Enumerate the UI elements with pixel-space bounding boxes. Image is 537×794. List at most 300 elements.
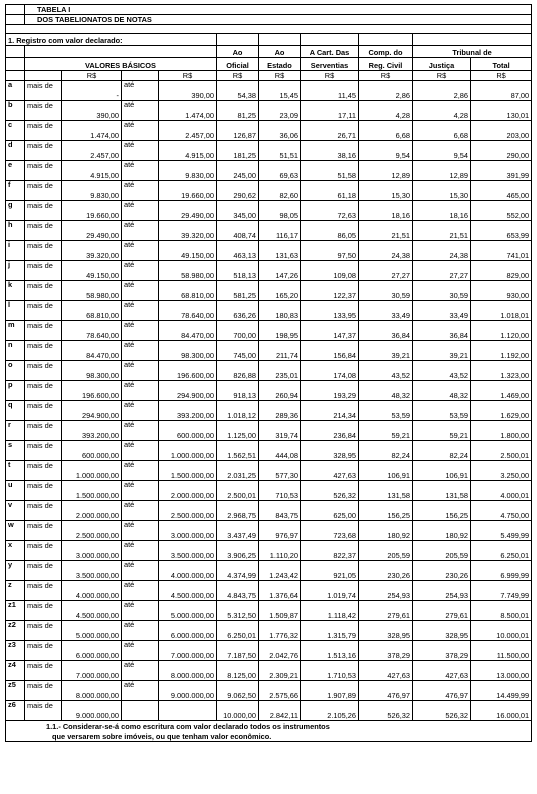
cart-value: 11,45 (301, 81, 359, 101)
cart-value: 61,18 (301, 181, 359, 201)
header-tribunal-top: Tribunal de (413, 46, 532, 58)
cart-value: 1.315,79 (301, 621, 359, 641)
mais-de-label: mais de (25, 581, 62, 601)
cart-value: 38,16 (301, 141, 359, 161)
total-value: 391,99 (471, 161, 532, 181)
cart-value: 147,37 (301, 321, 359, 341)
from-value: 58.980,00 (62, 281, 122, 301)
comp-value: 82,24 (359, 441, 413, 461)
header-comp-bottom: Reg. Civil (359, 58, 413, 71)
ate-label: até (122, 681, 159, 701)
from-value: 600.000,00 (62, 441, 122, 461)
tribunal-value: 30,59 (413, 281, 471, 301)
estado-value: 131,63 (259, 241, 301, 261)
tribunal-value: 230,26 (413, 561, 471, 581)
estado-value: 1.243,42 (259, 561, 301, 581)
comp-value: 476,97 (359, 681, 413, 701)
ate-label: até (122, 361, 159, 381)
estado-value: 180,83 (259, 301, 301, 321)
total-value: 7.749,99 (471, 581, 532, 601)
oficial-value: 81,25 (217, 101, 259, 121)
mais-de-label: mais de (25, 421, 62, 441)
cart-value: 1.019,74 (301, 581, 359, 601)
mais-de-label: mais de (25, 481, 62, 501)
header-ao-estado-top: Ao (259, 46, 301, 58)
ate-label: até (122, 301, 159, 321)
total-value: 552,00 (471, 201, 532, 221)
comp-value: 30,59 (359, 281, 413, 301)
table-row (6, 561, 532, 581)
cart-value: 17,11 (301, 101, 359, 121)
from-value: 6.000.000,00 (62, 641, 122, 661)
ate-label: até (122, 141, 159, 161)
from-value: 78.640,00 (62, 321, 122, 341)
total-value: 10.000,01 (471, 621, 532, 641)
table-row (6, 281, 532, 301)
estado-value: 1.509,87 (259, 601, 301, 621)
mais-de-label: mais de (25, 521, 62, 541)
cart-value: 427,63 (301, 461, 359, 481)
table-row (6, 441, 532, 461)
ate-label: até (122, 661, 159, 681)
to-value: 4.000.000,00 (159, 561, 217, 581)
row-letter: m (6, 321, 25, 341)
cart-value: 72,63 (301, 201, 359, 221)
cart-value: 723,68 (301, 521, 359, 541)
table-row (6, 301, 532, 321)
cart-value: 2.105,26 (301, 701, 359, 721)
tribunal-value: 2,86 (413, 81, 471, 101)
mais-de-label: mais de (25, 381, 62, 401)
header-ao-estado-bottom: Estado (259, 58, 301, 71)
total-value: 87,00 (471, 81, 532, 101)
to-value: 196.600,00 (159, 361, 217, 381)
subtitle-row (6, 15, 532, 25)
tribunal-value: 36,84 (413, 321, 471, 341)
oficial-value: 581,25 (217, 281, 259, 301)
total-value: 14.499,99 (471, 681, 532, 701)
table-row (6, 641, 532, 661)
cart-value: 236,84 (301, 421, 359, 441)
row-letter: y (6, 561, 25, 581)
table-row (6, 661, 532, 681)
estado-value: 319,74 (259, 421, 301, 441)
oficial-value: 463,13 (217, 241, 259, 261)
table-row (6, 81, 532, 101)
mais-de-label: mais de (25, 141, 62, 161)
comp-value: 6,68 (359, 121, 413, 141)
table-row (6, 481, 532, 501)
table-row (6, 701, 532, 721)
tribunal-value: 33,49 (413, 301, 471, 321)
oficial-value: 8.125,00 (217, 661, 259, 681)
oficial-value: 636,26 (217, 301, 259, 321)
table-row (6, 401, 532, 421)
from-value: 2.500.000,00 (62, 521, 122, 541)
total-value: 13.000,00 (471, 661, 532, 681)
tribunal-value: 156,25 (413, 501, 471, 521)
ate-label: até (122, 221, 159, 241)
estado-value: 15,45 (259, 81, 301, 101)
comp-value: 33,49 (359, 301, 413, 321)
from-value: 294.900,00 (62, 401, 122, 421)
ate-label: até (122, 601, 159, 621)
ate-label: até (122, 241, 159, 261)
mais-de-label: mais de (25, 601, 62, 621)
table-row (6, 201, 532, 221)
oficial-value: 9.062,50 (217, 681, 259, 701)
tribunal-value: 24,38 (413, 241, 471, 261)
to-value: 39.320,00 (159, 221, 217, 241)
row-letter: d (6, 141, 25, 161)
from-value: 1.500.000,00 (62, 481, 122, 501)
table-title: TABELA I (25, 5, 532, 15)
row-letter: z2 (6, 621, 25, 641)
from-value: 7.000.000,00 (62, 661, 122, 681)
footnote-row (6, 731, 532, 742)
ate-label: até (122, 641, 159, 661)
from-value: 49.150,00 (62, 261, 122, 281)
mais-de-label: mais de (25, 201, 62, 221)
oficial-value: 3.906,25 (217, 541, 259, 561)
tribunal-value: 106,91 (413, 461, 471, 481)
cart-value: 97,50 (301, 241, 359, 261)
row-letter: z1 (6, 601, 25, 621)
ate-label (122, 701, 159, 721)
row-letter: u (6, 481, 25, 501)
tribunal-value: 378,29 (413, 641, 471, 661)
ate-label: até (122, 621, 159, 641)
total-value: 465,00 (471, 181, 532, 201)
tribunal-value: 39,21 (413, 341, 471, 361)
estado-value: 116,17 (259, 221, 301, 241)
row-letter: z (6, 581, 25, 601)
comp-value: 254,93 (359, 581, 413, 601)
cart-value: 86,05 (301, 221, 359, 241)
currency-row (6, 71, 532, 81)
cart-value: 214,34 (301, 401, 359, 421)
comp-value: 48,32 (359, 381, 413, 401)
mais-de-label: mais de (25, 361, 62, 381)
to-value: 390,00 (159, 81, 217, 101)
to-value: 84.470,00 (159, 321, 217, 341)
cart-value: 193,29 (301, 381, 359, 401)
total-value: 1.323,00 (471, 361, 532, 381)
table-row (6, 161, 532, 181)
cart-value: 1.118,42 (301, 601, 359, 621)
tribunal-value: 21,51 (413, 221, 471, 241)
mais-de-label: mais de (25, 81, 62, 101)
comp-value: 526,32 (359, 701, 413, 721)
from-value: 19.660,00 (62, 201, 122, 221)
mais-de-label: mais de (25, 661, 62, 681)
comp-value: 9,54 (359, 141, 413, 161)
tribunal-value: 48,32 (413, 381, 471, 401)
cart-value: 328,95 (301, 441, 359, 461)
comp-value: 12,89 (359, 161, 413, 181)
ate-label: até (122, 261, 159, 281)
total-value: 290,00 (471, 141, 532, 161)
table-row (6, 601, 532, 621)
estado-value: 2.575,66 (259, 681, 301, 701)
tribunal-value: 18,16 (413, 201, 471, 221)
cart-value: 625,00 (301, 501, 359, 521)
estado-value: 147,26 (259, 261, 301, 281)
fee-table-document (5, 4, 531, 742)
comp-value: 59,21 (359, 421, 413, 441)
total-value: 1.018,01 (471, 301, 532, 321)
oficial-value: 4.843,75 (217, 581, 259, 601)
estado-value: 235,01 (259, 361, 301, 381)
to-value: 4.500.000,00 (159, 581, 217, 601)
from-value: 4.915,00 (62, 161, 122, 181)
total-value: 1.800,00 (471, 421, 532, 441)
tribunal-value: 476,97 (413, 681, 471, 701)
total-value: 829,00 (471, 261, 532, 281)
to-value: 6.000.000,00 (159, 621, 217, 641)
row-letter: z6 (6, 701, 25, 721)
tribunal-value: 82,24 (413, 441, 471, 461)
tribunal-value: 6,68 (413, 121, 471, 141)
to-value: 9.000.000,00 (159, 681, 217, 701)
total-value: 6.250,01 (471, 541, 532, 561)
to-value: 1.000.000,00 (159, 441, 217, 461)
mais-de-label: mais de (25, 221, 62, 241)
header-valores-basicos: VALORES BÁSICOS (25, 58, 217, 71)
comp-value: 4,28 (359, 101, 413, 121)
comp-value: 2,86 (359, 81, 413, 101)
mais-de-label: mais de (25, 401, 62, 421)
row-letter: v (6, 501, 25, 521)
ate-label: até (122, 561, 159, 581)
title-row (6, 5, 532, 15)
row-letter: h (6, 221, 25, 241)
from-value: 98.300,00 (62, 361, 122, 381)
estado-value: 843,75 (259, 501, 301, 521)
estado-value: 577,30 (259, 461, 301, 481)
header-ao-oficial-bottom: Oficial (217, 58, 259, 71)
ate-label: até (122, 81, 159, 101)
estado-value: 51,51 (259, 141, 301, 161)
row-letter: e (6, 161, 25, 181)
currency-label: R$ (413, 71, 471, 81)
from-value: 8.000.000,00 (62, 681, 122, 701)
table-row (6, 341, 532, 361)
estado-value: 69,63 (259, 161, 301, 181)
estado-value: 976,97 (259, 521, 301, 541)
to-value: 1.474,00 (159, 101, 217, 121)
from-value: 4.000.000,00 (62, 581, 122, 601)
to-value: 2.000.000,00 (159, 481, 217, 501)
estado-value: 82,60 (259, 181, 301, 201)
row-letter: q (6, 401, 25, 421)
oficial-value: 918,13 (217, 381, 259, 401)
comp-value: 53,59 (359, 401, 413, 421)
section-row (6, 34, 532, 46)
oficial-value: 7.187,50 (217, 641, 259, 661)
total-value: 203,00 (471, 121, 532, 141)
from-value: 3.000.000,00 (62, 541, 122, 561)
to-value: 4.915,00 (159, 141, 217, 161)
header-cart-bottom: Serventias (301, 58, 359, 71)
oficial-value: 1.562,51 (217, 441, 259, 461)
header-ao-oficial-top: Ao (217, 46, 259, 58)
tribunal-value: 254,93 (413, 581, 471, 601)
currency-label: R$ (62, 71, 122, 81)
table-row (6, 581, 532, 601)
currency-label: R$ (471, 71, 532, 81)
comp-value: 131,58 (359, 481, 413, 501)
row-letter: k (6, 281, 25, 301)
total-value: 6.999,99 (471, 561, 532, 581)
estado-value: 36,06 (259, 121, 301, 141)
from-value: 1.000.000,00 (62, 461, 122, 481)
footnote-line-2: que versarem sobre imóveis, ou que tenham valor econômico. (6, 731, 532, 742)
ate-label: até (122, 581, 159, 601)
row-letter: s (6, 441, 25, 461)
cart-value: 133,95 (301, 301, 359, 321)
header-comp-top: Comp. do (359, 46, 413, 58)
table-row (6, 681, 532, 701)
oficial-value: 126,87 (217, 121, 259, 141)
estado-value: 211,74 (259, 341, 301, 361)
oficial-value: 54,38 (217, 81, 259, 101)
currency-label: R$ (259, 71, 301, 81)
table-row (6, 181, 532, 201)
table-row (6, 121, 532, 141)
table-row (6, 501, 532, 521)
tribunal-value: 205,59 (413, 541, 471, 561)
currency-label: R$ (217, 71, 259, 81)
to-value: 1.500.000,00 (159, 461, 217, 481)
tribunal-value: 12,89 (413, 161, 471, 181)
mais-de-label: mais de (25, 501, 62, 521)
comp-value: 328,95 (359, 621, 413, 641)
from-value: 9.000.000,00 (62, 701, 122, 721)
oficial-value: 700,00 (217, 321, 259, 341)
mais-de-label: mais de (25, 641, 62, 661)
total-value: 130,01 (471, 101, 532, 121)
row-letter: p (6, 381, 25, 401)
estado-value: 444,08 (259, 441, 301, 461)
tribunal-value: 526,32 (413, 701, 471, 721)
from-value: 196.600,00 (62, 381, 122, 401)
tribunal-value: 15,30 (413, 181, 471, 201)
estado-value: 2.042,76 (259, 641, 301, 661)
to-value: 294.900,00 (159, 381, 217, 401)
tribunal-value: 427,63 (413, 661, 471, 681)
total-value: 16.000,01 (471, 701, 532, 721)
tribunal-value: 43,52 (413, 361, 471, 381)
mais-de-label: mais de (25, 241, 62, 261)
to-value: 393.200,00 (159, 401, 217, 421)
estado-value: 260,94 (259, 381, 301, 401)
oficial-value: 290,62 (217, 181, 259, 201)
comp-value: 15,30 (359, 181, 413, 201)
oficial-value: 2.500,01 (217, 481, 259, 501)
oficial-value: 2.968,75 (217, 501, 259, 521)
from-value: 84.470,00 (62, 341, 122, 361)
from-value: 390,00 (62, 101, 122, 121)
total-value: 3.250,00 (471, 461, 532, 481)
table-row (6, 241, 532, 261)
total-value: 1.469,00 (471, 381, 532, 401)
row-letter: o (6, 361, 25, 381)
estado-value: 1.376,64 (259, 581, 301, 601)
comp-value: 427,63 (359, 661, 413, 681)
from-value: 1.474,00 (62, 121, 122, 141)
table-row (6, 621, 532, 641)
ate-label: até (122, 341, 159, 361)
ate-label: até (122, 501, 159, 521)
row-letter: w (6, 521, 25, 541)
row-letter: b (6, 101, 25, 121)
estado-value: 710,53 (259, 481, 301, 501)
table-subtitle: DOS TABELIONATOS DE NOTAS (25, 15, 532, 25)
oficial-value: 4.374,99 (217, 561, 259, 581)
header-row-bottom (6, 58, 532, 71)
comp-value: 27,27 (359, 261, 413, 281)
total-value: 930,00 (471, 281, 532, 301)
to-value: 2.457,00 (159, 121, 217, 141)
tribunal-value: 59,21 (413, 421, 471, 441)
oficial-value: 2.031,25 (217, 461, 259, 481)
from-value: 68.810,00 (62, 301, 122, 321)
from-value: 9.830,00 (62, 181, 122, 201)
oficial-value: 3.437,49 (217, 521, 259, 541)
mais-de-label: mais de (25, 181, 62, 201)
oficial-value: 518,13 (217, 261, 259, 281)
comp-value: 378,29 (359, 641, 413, 661)
currency-label: R$ (159, 71, 217, 81)
from-value: 29.490,00 (62, 221, 122, 241)
oficial-value: 245,00 (217, 161, 259, 181)
footnote-row (6, 721, 532, 732)
total-value: 653,99 (471, 221, 532, 241)
row-letter: l (6, 301, 25, 321)
row-letter: r (6, 421, 25, 441)
ate-label: até (122, 101, 159, 121)
section-title: 1. Registro com valor declarado: (6, 34, 217, 46)
total-value: 1.120,00 (471, 321, 532, 341)
cart-value: 1.513,16 (301, 641, 359, 661)
from-value: 39.320,00 (62, 241, 122, 261)
mais-de-label: mais de (25, 341, 62, 361)
estado-value: 1.110,20 (259, 541, 301, 561)
to-value: 8.000.000,00 (159, 661, 217, 681)
to-value: 3.500.000,00 (159, 541, 217, 561)
ate-label: até (122, 421, 159, 441)
ate-label: até (122, 321, 159, 341)
tribunal-value: 328,95 (413, 621, 471, 641)
to-value (159, 701, 217, 721)
table-row (6, 221, 532, 241)
from-value: 2.457,00 (62, 141, 122, 161)
currency-label: R$ (301, 71, 359, 81)
total-value: 11.500,00 (471, 641, 532, 661)
ate-label: até (122, 401, 159, 421)
row-letter: a (6, 81, 25, 101)
table-row (6, 521, 532, 541)
ate-label: até (122, 281, 159, 301)
mais-de-label: mais de (25, 681, 62, 701)
to-value: 58.980,00 (159, 261, 217, 281)
table-row (6, 381, 532, 401)
to-value: 29.490,00 (159, 201, 217, 221)
mais-de-label: mais de (25, 281, 62, 301)
estado-value: 289,36 (259, 401, 301, 421)
cart-value: 122,37 (301, 281, 359, 301)
